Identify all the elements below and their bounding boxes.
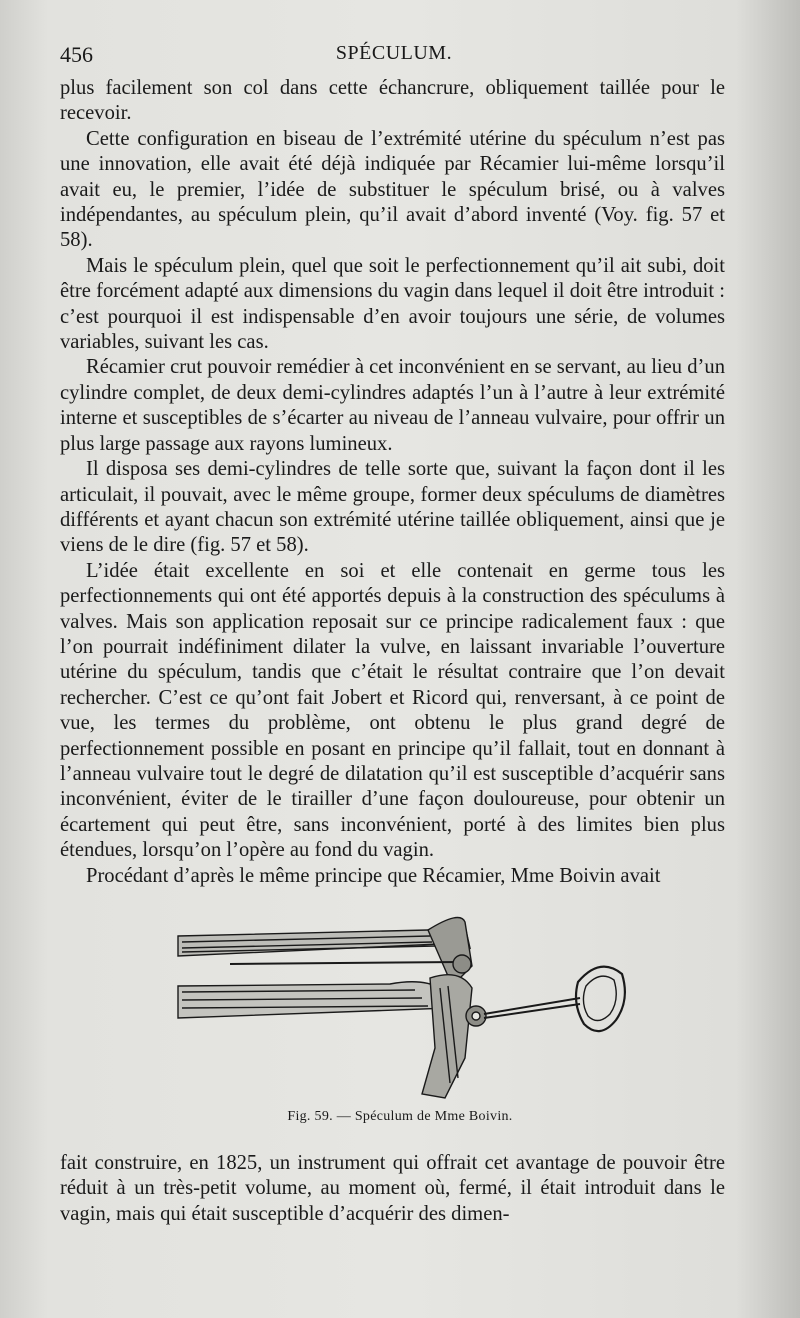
paragraph: plus facilement son col dans cette échancrure, obliquement taillée pour le recevoir.	[60, 77, 725, 125]
figure-caption: Fig. 59. — Spéculum de Mme Boivin.	[287, 1109, 513, 1124]
paragraph: L’idée était excellente en soi et elle contenait en germe tous les perfectionnements qui ont été apportés depuis à la construction des spéculums à valves. Mais son application reposait sur ce principe radicalement faux : que l’on pourrait indéfiniment dilater la vulve, en laissant invariable l’ouverture utérine du spéculum, tandis que c’était le résultat contraire que l’on devait rechercher. C’est ce qu’ont fait Jobert et Ricord qui, renversant, à ce point de vue, les termes du problème, ont obtenu le plus grand degré de perfectionnement possible en posant en principe qu’il fallait, tout en donnant à l’anneau vulvaire tout le degré de dilatation qu’il est susceptible d’acquérir sans inconvénient, éviter de le tirailler d’une façon douloureuse, pour obtenir un écartement qui peut être, sans inconvénient, porté à des limites bien plus étendues, lorsqu’on l’opère au fond du vagin.	[60, 559, 725, 862]
paragraph: Mais le spéculum plein, quel que soit le perfectionnement qu’il ait subi, doit être forcément adapté aux dimensions du vagin dans lequel il doit être introduit : c’est pourquoi il est indispensable d’en avoir toujours une série, de volumes variables, suivant les cas.	[60, 254, 725, 354]
paragraph: fait construire, en 1825, un instrument qui offrait cet avantage de pouvoir être réduit à un très-petit volume, au moment où, fermé, il était introduit dans le vagin, mais qui était susceptible d’acquérir des dimen-	[60, 1152, 725, 1225]
body-text-continued	[60, 1151, 725, 1227]
paragraph: Cette configuration en biseau de l’extrémité utérine du spéculum n’est pas une innovation, elle avait été déjà indiquée par Récamier lui-même lorsqu’il avait eu, le premier, l’idée de substituer le spéculum brisé, ou à valves indépendantes, au spéculum plein, qu’il avait d’abord inventé (Voy. fig. 57 et 58).	[60, 127, 725, 252]
speculum-illustration	[160, 908, 640, 1108]
running-title: SPÉCULUM.	[335, 42, 453, 64]
page-number: 456	[60, 42, 93, 67]
paragraph: Procédant d’après le même principe que Récamier, Mme Boivin avait	[86, 864, 661, 887]
paragraph: Il disposa ses demi-cylindres de telle sorte que, suivant la façon dont il les articulait, il pouvait, avec le même groupe, former deux spéculums de diamètres différents et ayant chacun son extrémité utérine taillée obliquement, ainsi que je viens de le dire (fig. 57 et 58).	[60, 458, 725, 557]
page-header	[60, 42, 728, 68]
paragraph: Récamier crut pouvoir remédier à cet inconvénient en se servant, au lieu d’un cylindre complet, de deux demi-cylindres adaptés l’un à l’autre à leur extrémité interne et susceptibles de s’écarter au niveau de l’anneau vulvaire, pour offrir un plus large passage aux rayons lumineux.	[60, 356, 725, 455]
body-text	[60, 76, 725, 889]
